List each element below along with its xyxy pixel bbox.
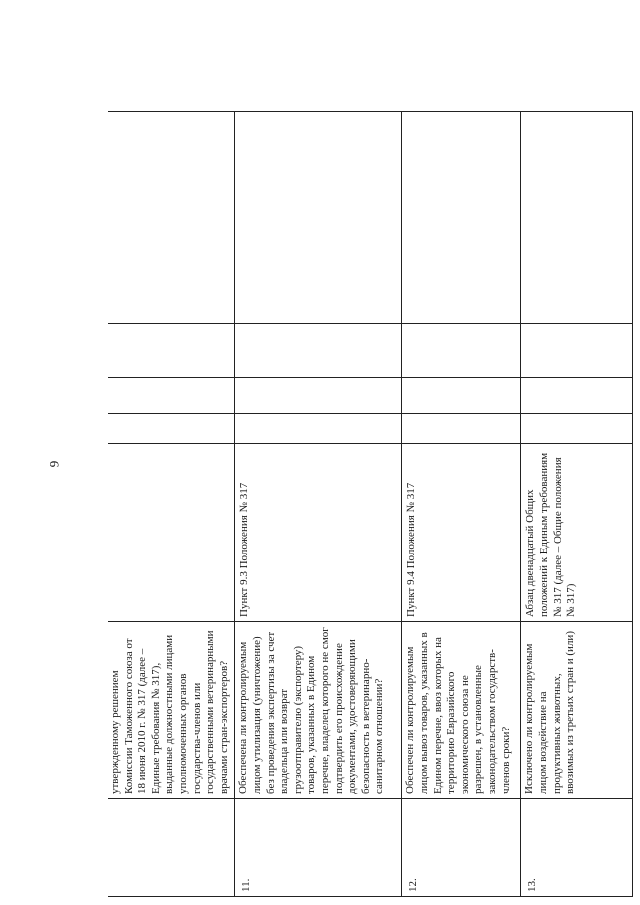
reference-cell: Пункт 9.3 Положения № 317 bbox=[235, 444, 402, 622]
answer-na-cell bbox=[521, 324, 633, 378]
requirement-cell: Обеспечена ли контролируемым лицом утилизация (уничтожение) без проведения экспертизы за счет владельца или возврат грузоотправителю (экспортеру) товаров, указанных в Едином перечне, владелец которого не смог подтвердить его происхождение документами, удостоверяющими безопасность в ветеринарно-санитарном отношении? bbox=[235, 622, 402, 799]
row-number: 13. bbox=[521, 799, 633, 897]
answer-na-cell bbox=[235, 324, 402, 378]
answer-no-cell bbox=[109, 378, 235, 414]
note-cell bbox=[521, 112, 633, 324]
row-number: 11. bbox=[235, 799, 402, 897]
answer-no-cell bbox=[402, 378, 521, 414]
requirement-cell: Обеспечен ли контролируемым лицом вывоз товаров, указанных в Едином перечне, ввоз которых на территорию Евразийского экономического союза не разрешен, в установленные законодательством государств-членов сроки? bbox=[402, 622, 521, 799]
answer-yes-cell bbox=[402, 414, 521, 444]
requirement-cell: Исключено ли контролируемым лицом воздействие на продуктивных животных, ввозимых из третьих стран и (или) bbox=[521, 622, 633, 799]
reference-cell bbox=[109, 444, 235, 622]
answer-no-cell bbox=[235, 378, 402, 414]
requirement-cell: утвержденному решением Комиссии Таможенного союза от 18 июня 2010 г. № 317 (далее – Единые требования № 317), выданные должностными лицами уполномоченных органов государства-членов или государственными ветеринарными врачами стран-экспортеров? bbox=[109, 622, 235, 799]
answer-yes-cell bbox=[521, 414, 633, 444]
note-cell bbox=[235, 112, 402, 324]
row-number bbox=[109, 799, 235, 897]
table-row bbox=[235, 112, 402, 897]
table-row bbox=[402, 112, 521, 897]
reference-cell: Пункт 9.4 Положения № 317 bbox=[402, 444, 521, 622]
answer-yes-cell bbox=[235, 414, 402, 444]
table-row bbox=[521, 112, 633, 897]
answer-na-cell bbox=[109, 324, 235, 378]
checklist-table bbox=[108, 111, 633, 897]
note-cell bbox=[109, 112, 235, 324]
answer-yes-cell bbox=[109, 414, 235, 444]
answer-no-cell bbox=[521, 378, 633, 414]
row-number: 12. bbox=[402, 799, 521, 897]
reference-cell: Абзац двенадцатый Общих положений к Единым требованиям № 317 (далее – Общие положения № 317) bbox=[521, 444, 633, 622]
note-cell bbox=[402, 112, 521, 324]
answer-na-cell bbox=[402, 324, 521, 378]
table-row bbox=[109, 112, 235, 897]
checklist-sheet bbox=[108, 112, 620, 897]
page-number: 9 bbox=[46, 460, 62, 468]
